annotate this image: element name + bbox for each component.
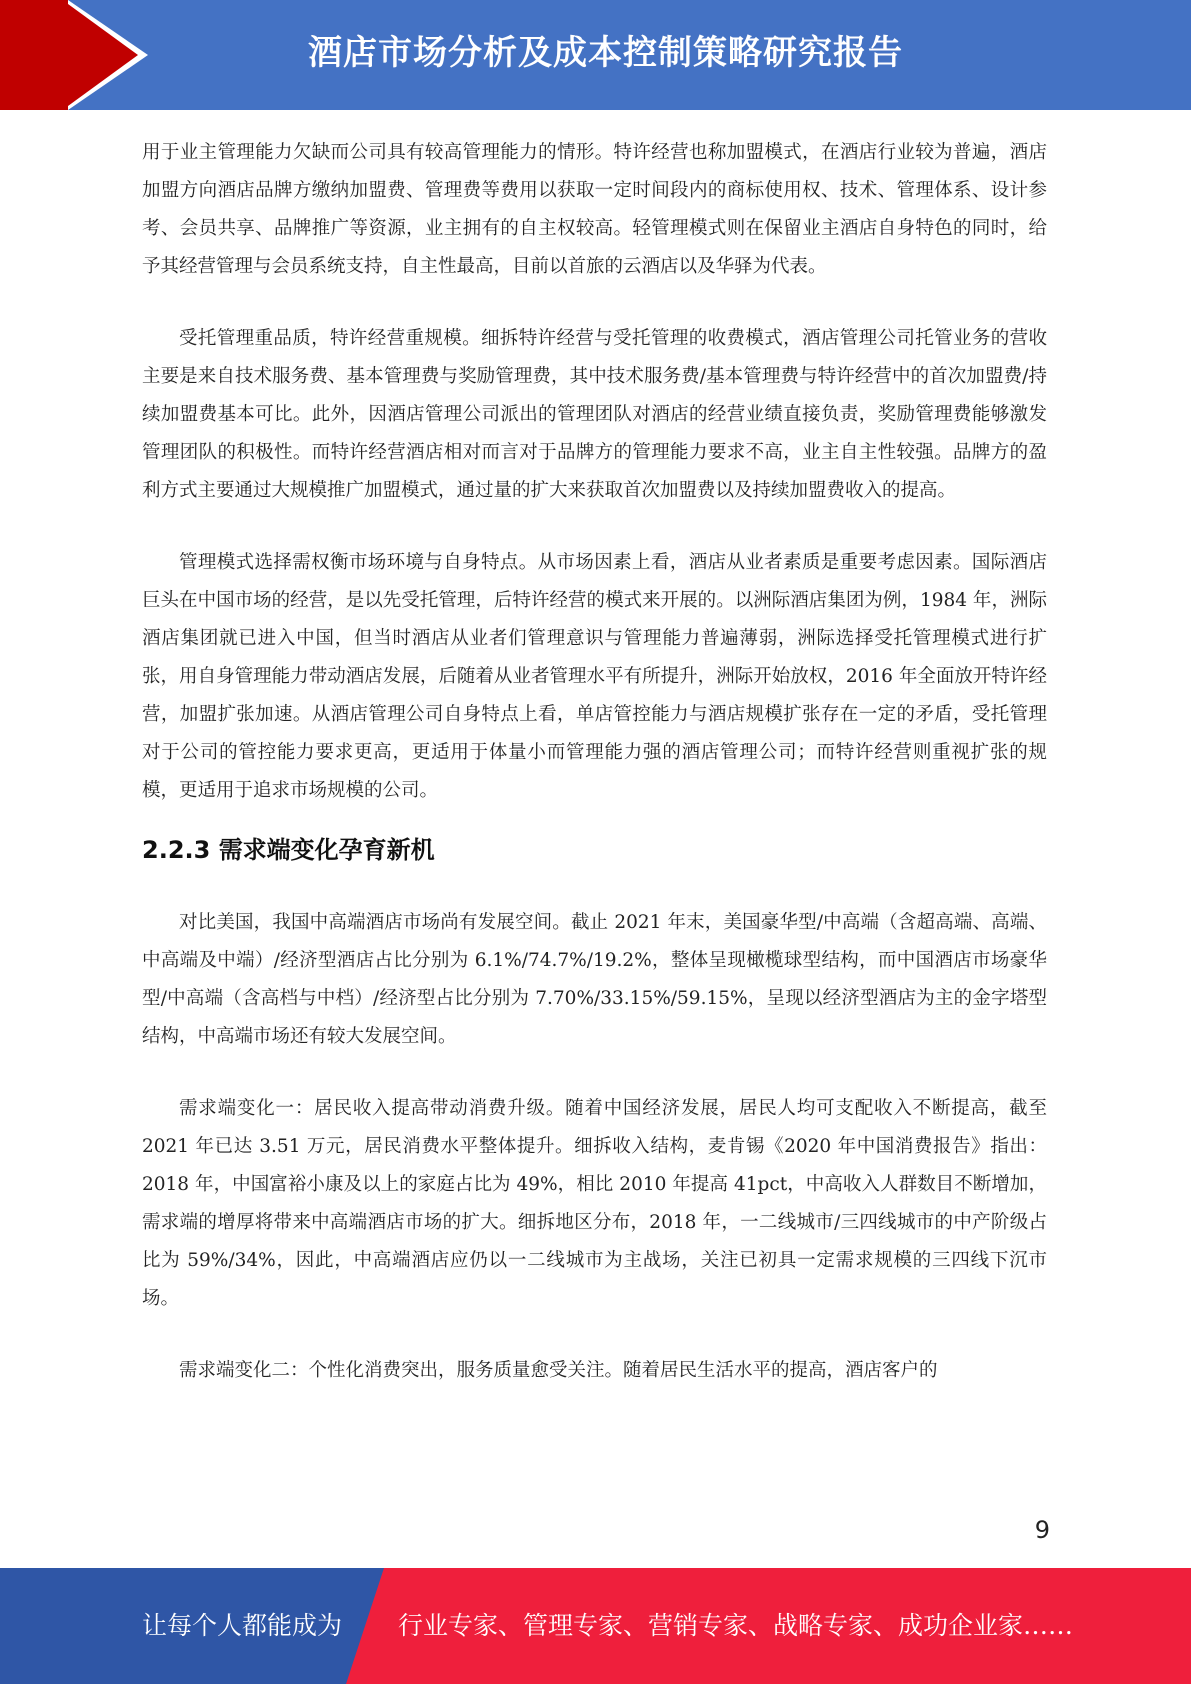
document-body: [142, 134, 1047, 1390]
footer-slogan-left: 让每个人都能成为: [142, 1611, 343, 1640]
document-title: 酒店市场分析及成本控制策略研究报告: [308, 33, 903, 73]
section-heading: 2.2.3 需求端变化孕育新机: [142, 836, 435, 864]
paragraph: 对比美国，我国中高端酒店市场尚有发展空间。截止 2021 年末，美国豪华型/中高端（含超高端、高端、中高端及中端）/经济型酒店占比分别为 6.1%/74.7%/19.2%，整体呈现橄榄球型结构，而中国酒店市场豪华型/中高端（含高档与中档）/经济型占比分别为 7.70%/33.15%/59.15%，呈现以经济型酒店为主的金字塔型结构，中高端市场还有较大发展空间。: [142, 912, 1047, 1047]
paragraph: 需求端变化一：居民收入提高带动消费升级。随着中国经济发展，居民人均可支配收入不断提高，截至 2021 年已达 3.51 万元，居民消费水平整体提升。细拆收入结构，麦肯锡《2020 年中国消费报告》指出：2018 年，中国富裕小康及以上的家庭占比为 49%，相比 2010 年提高 41pct，中高收入人群数目不断增加，需求端的增厚将带来中高端酒店市场的扩大。细拆地区分布，2018 年，一二线城市/三四线城市的中产阶级占比为 59%/34%，因此，中高端酒店应仍以一二线城市为主战场，关注已初具一定需求规模的三四线下沉市场。: [142, 1098, 1047, 1309]
page-header: [0, 0, 1191, 110]
paragraph: 需求端变化二：个性化消费突出，服务质量愈受关注。随着居民生活水平的提高，酒店客户的: [179, 1360, 938, 1381]
paragraph: 管理模式选择需权衡市场环境与自身特点。从市场因素上看，酒店从业者素质是重要考虑因素。国际酒店巨头在中国市场的经营，是以先受托管理，后特许经营的模式来开展的。以洲际酒店集团为例，1984 年，洲际酒店集团就已进入中国，但当时酒店从业者们管理意识与管理能力普遍薄弱，洲际选择受托管理模式进行扩张，用自身管理能力带动酒店发展，后随着从业者管理水平有所提升，洲际开始放权，2016 年全面放开特许经营，加盟扩张加速。从酒店管理公司自身特点上看，单店管控能力与酒店规模扩张存在一定的矛盾，受托管理对于公司的管控能力要求更高，更适用于体量小而管理能力强的酒店管理公司；而特许经营则重视扩张的规模，更适用于追求市场规模的公司。: [142, 552, 1047, 801]
footer-slogan-right: 行业专家、管理专家、营销专家、战略专家、成功企业家……: [398, 1611, 1074, 1640]
paragraph: 用于业主管理能力欠缺而公司具有较高管理能力的情形。特许经营也称加盟模式，在酒店行业较为普遍，酒店加盟方向酒店品牌方缴纳加盟费、管理费等费用以获取一定时间段内的商标使用权、技术、管理体系、设计参考、会员共享、品牌推广等资源，业主拥有的自主权较高。轻管理模式则在保留业主酒店自身特色的同时，给予其经营管理与会员系统支持，自主性最高，目前以首旅的云酒店以及华驿为代表。: [142, 142, 1047, 277]
footer-blue-slant: [346, 1568, 384, 1684]
page-number: 9: [1034, 1516, 1050, 1544]
page-footer: [0, 1568, 1191, 1684]
paragraph: 受托管理重品质，特许经营重规模。细拆特许经营与受托管理的收费模式，酒店管理公司托管业务的营收主要是来自技术服务费、基本管理费与奖励管理费，其中技术服务费/基本管理费与特许经营中的首次加盟费/持续加盟费基本可比。此外，因酒店管理公司派出的管理团队对酒店的经营业绩直接负责，奖励管理费能够激发管理团队的积极性。而特许经营酒店相对而言对于品牌方的管理能力要求不高，业主自主性较强。品牌方的盈利方式主要通过大规模推广加盟模式，通过量的扩大来获取首次加盟费以及持续加盟费收入的提高。: [142, 328, 1047, 501]
